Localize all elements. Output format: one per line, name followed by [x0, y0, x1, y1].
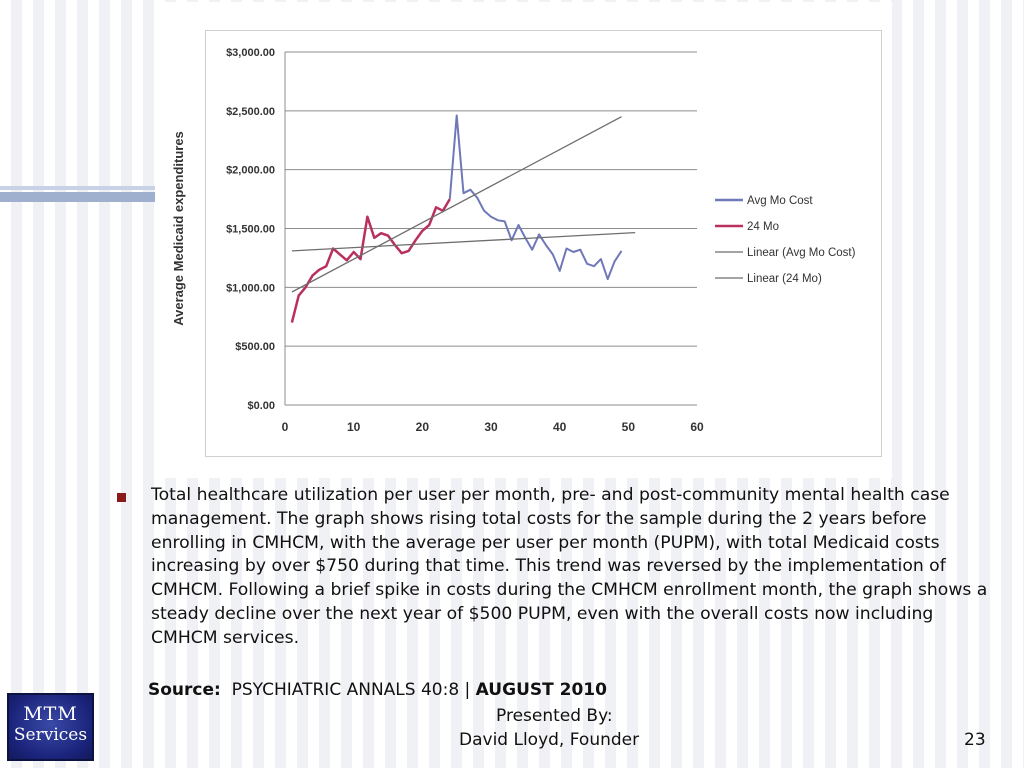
x-tick-label: 40 [552, 420, 567, 434]
mtm-services-logo [7, 693, 94, 761]
bullet-text: Total healthcare utilization per user per month, pre- and post-community mental health case management. The graph shows rising total costs for the sample during the 2 years before enrolling in CMHCM, with the average per user per month (PUPM), with total Medicaid costs increasing by over $750 during that time. This trend was reversed by the implementation of CMHCM. Following a brief spike in costs during the CMHCM enrollment month, the graph shows a steady decline over the next year of $500 PUPM, even with the overall costs now including CMHCM services. [151, 485, 988, 648]
page-number: 23 [964, 730, 986, 750]
x-tick-label: 0 [281, 420, 289, 434]
bullet-marker [117, 493, 126, 502]
y-tick-label: $1,000.00 [226, 282, 275, 295]
y-axis-title: Average Medicaid expenditures [171, 131, 186, 326]
accent-bar [0, 192, 155, 202]
x-tick-label: 30 [484, 420, 498, 434]
series-line [292, 233, 635, 251]
y-tick-label: $500.00 [235, 341, 275, 354]
series-line [450, 116, 622, 280]
x-tick-label: 10 [346, 420, 361, 434]
y-tick-label: $2,000.00 [226, 164, 275, 177]
legend-label: Linear (24 Mo) [747, 273, 822, 285]
legend-label: Linear (Avg Mo Cost) [747, 247, 856, 259]
chart-panel [155, 2, 892, 478]
series-line [292, 117, 622, 292]
source-publication: PSYCHIATRIC ANNALS 40:8 | [231, 680, 471, 700]
line-chart [155, 2, 892, 478]
y-tick-label: $1,500.00 [226, 223, 275, 236]
x-tick-label: 20 [415, 420, 430, 434]
y-tick-label: $3,000.00 [226, 47, 275, 59]
logo-line-1: MTM [23, 703, 78, 725]
x-tick-label: 50 [621, 420, 636, 434]
logo-line-2: Services [13, 725, 88, 745]
author-name: David Lloyd, Founder [459, 730, 640, 750]
series-line [292, 199, 450, 323]
y-tick-label: $2,500.00 [226, 105, 275, 118]
presented-by: Presented By: [496, 706, 613, 726]
accent-bar-light [0, 186, 155, 190]
source-date: AUGUST 2010 [475, 680, 607, 700]
legend-label: Avg Mo Cost [747, 195, 813, 207]
x-tick-label: 60 [690, 420, 704, 434]
source-line [148, 680, 607, 700]
source-label: Source: [148, 680, 221, 700]
y-tick-label: $0.00 [247, 400, 275, 412]
legend-label: 24 Mo [747, 221, 779, 233]
